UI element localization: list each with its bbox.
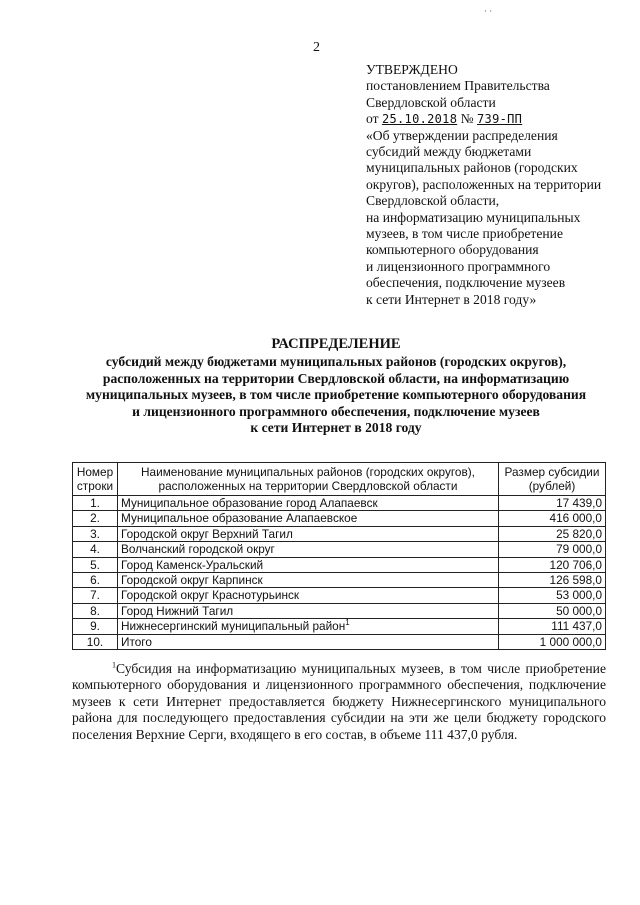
row-amount: 111 437,0 [499,619,606,634]
row-amount: 120 706,0 [499,557,606,572]
row-number: 5. [73,557,118,572]
row-amount: 50 000,0 [499,603,606,618]
row-name: Муниципальное образование Алапаевское [118,511,499,526]
footnote-mark: 1 [112,660,116,670]
approval-subject-line: округов), расположенных на территории [366,176,602,192]
header-amount [499,463,606,496]
row-amount: 79 000,0 [499,542,606,557]
approval-line-2: Свердловской области [366,94,496,110]
title-line: муниципальных музеев, в том числе приобретение компьютерного оборудования [85,387,587,403]
row-amount: 53 000,0 [499,588,606,603]
row-amount: 416 000,0 [499,511,606,526]
approval-subject-line: субсидий между бюджетами [366,144,532,160]
row-amount: 17 439,0 [499,496,606,511]
footnote-reference[interactable]: 1 [345,618,350,628]
approval-subject-line: на информатизацию муниципальных [366,209,581,225]
row-name: Волчанский городской округ [118,542,499,557]
table-row [73,542,606,557]
title-line: расположенных на территории Свердловской области, на информатизацию [102,370,570,386]
approval-line-1: постановлением Правительства [366,78,550,94]
row-name: Городской округ Карпинск [118,573,499,588]
date-prefix: от [366,111,379,127]
table-row [73,603,606,618]
subsidy-table [72,462,606,650]
row-number: 4. [73,542,118,557]
table-row-total [73,634,606,649]
row-name: Город Нижний Тагил [118,603,499,618]
header-name-line-1: Наименование муниципальных районов (городских округов), [141,465,475,479]
approval-date-line [366,111,636,127]
number-prefix: № [460,111,474,127]
table-row [73,496,606,511]
table-row [73,619,606,634]
approval-subject-line: музеев, в том числе приобретение [366,226,563,242]
title-line: и лицензионного программного обеспечения, подключение музеев [132,403,540,419]
header-number [73,463,118,496]
row-number: 8. [73,603,118,618]
footnote-text: Субсидия на информатизацию муниципальных музеев, в том числе приобретение компьютерного оборудования и лицензионного программного обеспечения, подключение музеев к сети Интернет предоставляется бюджету Нижнесергинского муниципального района для последующего предоставления субсидии на эти же цели бюджету городского поселения Верхние Серги, входящего в его состав, в объеме 111 437,0 рубля. [72,661,606,742]
row-name: Нижнесергинский муниципальный район [121,619,346,634]
row-name: Город Каменск-Уральский [118,557,499,572]
approval-subject-line: к сети Интернет в 2018 году» [366,291,537,307]
approval-subject-line: Свердловской области, [366,193,500,209]
title-line: к сети Интернет в 2018 году [250,420,422,436]
approval-subject-line: и лицензионного программного [366,258,551,274]
row-number: 3. [73,526,118,541]
scan-speck: · · [484,6,493,16]
row-number: 1. [73,496,118,511]
row-name: Итого [118,634,499,649]
table-row [73,588,606,603]
approval-date: 25.10.2018 [381,112,458,127]
row-name: Городской округ Краснотурьинск [118,588,499,603]
header-name-line-2: расположенных на территории Свердловской области [158,479,458,493]
table-row [73,573,606,588]
approval-subject-line: компьютерного оборудования [366,242,539,258]
table-row [73,557,606,572]
row-amount: 126 598,0 [499,573,606,588]
row-amount: 1 000 000,0 [499,634,606,649]
row-name-cell [118,619,499,634]
title-line: субсидий между бюджетами муниципальных районов (городских округов), [105,354,567,370]
footnote [72,661,606,743]
header-amount-line-2: (рублей) [528,479,576,493]
approval-subject-line: муниципальных районов (городских [366,160,578,176]
document-title [56,336,616,436]
approval-stamp [366,62,636,308]
row-name: Городской округ Верхний Тагил [118,526,499,541]
table-header-row [73,463,606,496]
row-number: 7. [73,588,118,603]
row-number: 9. [73,619,118,634]
footnote-paragraph [72,661,606,743]
approval-subject-line: обеспечения, подключение музеев [366,275,566,291]
approval-heading: УТВЕРЖДЕНО [366,62,458,77]
row-number: 2. [73,511,118,526]
header-name [118,463,499,496]
row-number: 6. [73,573,118,588]
header-number-line-2: строки [76,479,114,493]
row-amount: 25 820,0 [499,526,606,541]
approval-subject-line: «Об утверждении распределения [366,127,558,143]
row-number: 10. [73,634,118,649]
header-amount-line-1: Размер субсидии [504,465,600,479]
approval-number: 739-ПП [477,112,523,127]
header-number-line-1: Номер [76,465,114,479]
table-row [73,526,606,541]
page-number: 2 [313,40,320,55]
row-name: Муниципальное образование город Алапаевск [118,496,499,511]
title-main: РАСПРЕДЕЛЕНИЕ [271,336,401,352]
table-row [73,511,606,526]
